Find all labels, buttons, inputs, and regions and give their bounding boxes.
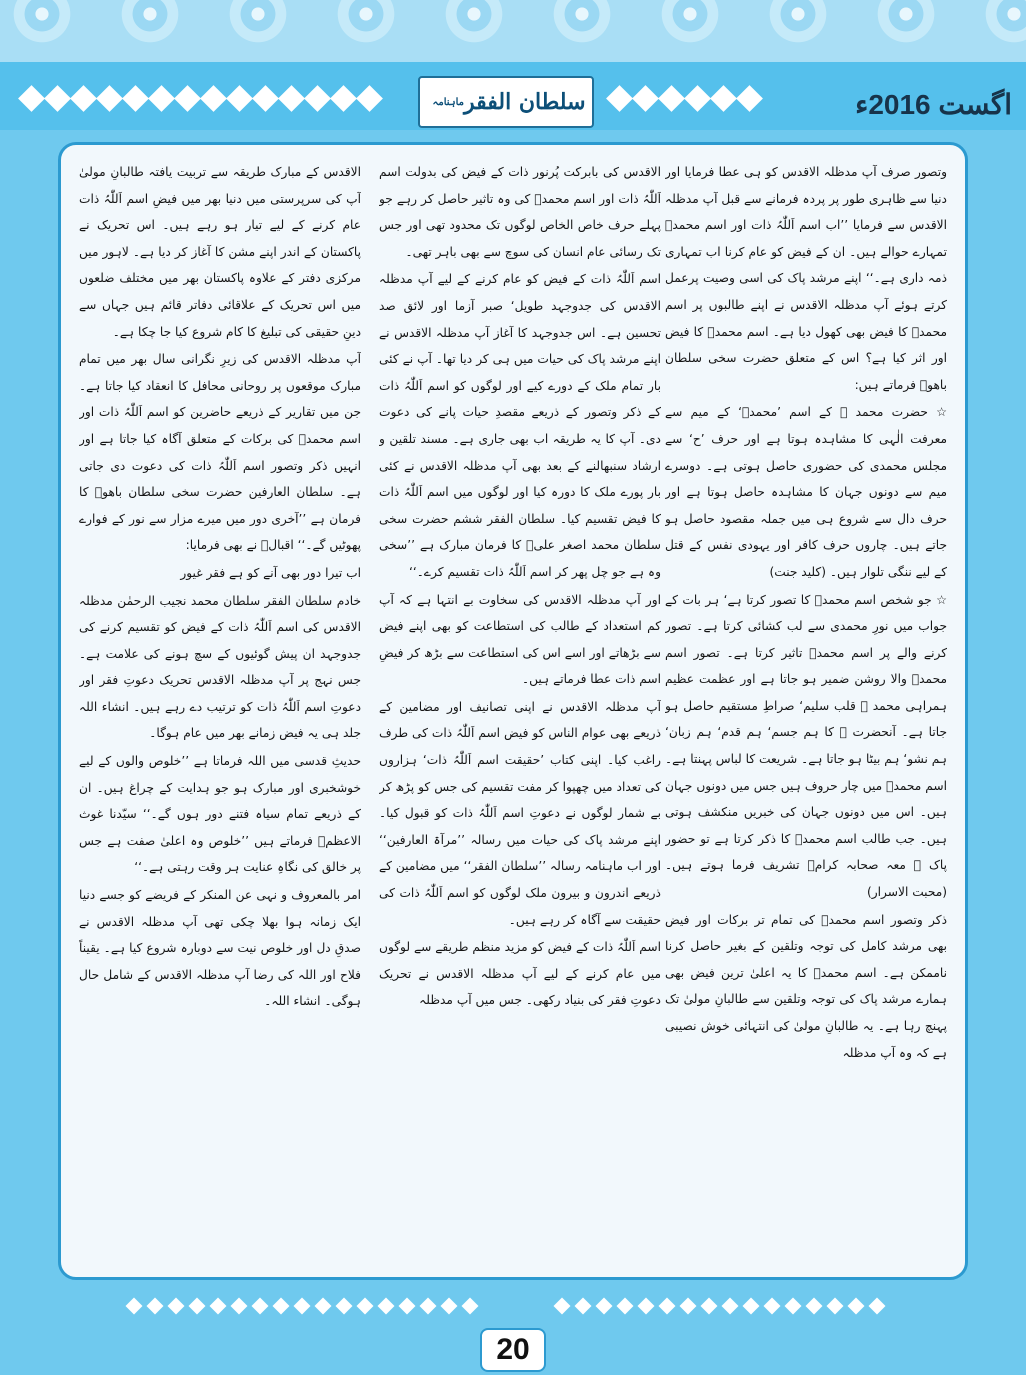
flower-decoration — [442, 0, 506, 46]
logo-subtitle: ماہنامہ — [432, 96, 465, 108]
paragraph: حدیثِ قدسی میں اللہ فرماتا ہے ’’خلوص والوں کے لیے خوشخبری اور مبارک ہو جو ہدایت کے چراغ ہیں۔ ان کے ذریعے تمام سیاہ فتنے دور ہوں گے۔‘‘ سیّدنا غوث الاعظمؓ فرماتے ہیں ’’خلوص وہ اعلیٰ صفت ہے جس پر خالق کی نگاہِ عنایت ہر وقت رہتی ہے۔‘‘ — [79, 754, 361, 875]
paragraph: آپ مدظلہ الاقدس نے اپنی تصانیف اور مضامین کے ذریعے بھی عوام الناس کو فیض اسم اَللّٰہُ ذات کی طرف راغب کیا۔ اپنی کتاب ’حقیقت اسم اَللّٰہُ ذات‘ ہزاروں کی تعداد میں چھپوا کر مفت تقسیم کی جس کو پڑھ کر بے شمار لوگوں نے دعوتِ اسم اَللّٰہُ ذات کو قبول کیا۔ اپنے مرشد پاک کی حیات میں رسالہ ’’مرآۃ العارفین‘‘ اور اب ماہنامہ رسالہ ’’سلطان الفقر‘‘ میں مضامین کے ذریعے اندرون و بیرون ملک لوگوں کو اسم اَللّٰہُ ذات کی حقیقت سے آگاہ کر رہے ہیں۔ — [379, 699, 661, 927]
header-diamonds-left — [22, 86, 379, 112]
magazine-logo — [418, 76, 594, 128]
paragraph: الاقدس کے مبارک طریقہ سے تربیت یافتہ طالبانِ مولیٰ آپ کی سرپرستی میں دنیا بھر میں فیضِ اسم اَللّٰہُ ذات عام کرنے کے لیے تیار ہو رہے ہیں۔ اس تحریک نے پاکستان کے اندر اپنے مشن کا آغاز کر دیا ہے۔ لاہور میں مرکزی دفتر کے علاوہ پاکستان بھر میں مختلف ضلعوں میں اس تحریک کے علاقائی دفاتر قائم ہیں جہاں سے دینِ حقیقی کی تبلیغ کا کام شروع کیا جا چکا ہے۔ — [79, 165, 361, 339]
flower-decoration — [874, 0, 938, 46]
text-column-left — [79, 159, 361, 1263]
flower-decoration — [118, 0, 182, 46]
page-number: 20 — [480, 1328, 546, 1372]
poetry-line: اب تیرا دور بھی آنے کو ہے فقر غیور — [180, 565, 361, 580]
flower-decoration — [334, 0, 398, 46]
footer-diamonds-left — [128, 1296, 476, 1316]
header-diamonds-right — [610, 86, 759, 112]
flower-decoration — [658, 0, 722, 46]
logo-title: سلطان الفقر — [464, 89, 586, 115]
paragraph: اور آپ مدظلہ الاقدس کی سخاوت بے انتہا ہے کہ آپ کم استعداد کے طالب کی استطاعت کو بھی اپنے فیض سے بڑھاتے اور اسے اس کی استطاعت سے بڑھ کر فیضِ اسم ذات عطا فرماتے ہیں۔ — [379, 592, 661, 687]
paragraph: الاقدس کی بابرکت پُرنور ذات کے فیض کی بدولت اسم اَللّٰہُ ذات اور اسم محمدؐ کی وہ تاثیر حاصل کر رہے جو پہلے حرف خاص الخاص لوگوں تک محدود تھی اور جس تک رسائی عام انسان کی سوچ سے بھی باہر تھی۔ — [379, 165, 661, 259]
paragraph: امر بالمعروف و نہی عن المنکر کے فریضے کو جسے دنیا ایک زمانہ ہوا بھلا چکی تھی آپ مدظلہ الاقدس نے صدقِ دل اور خلوص نیت سے دوبارہ شروع کیا ہے۔ یقیناً فلاح اور اللہ کی رضا آپ مدظلہ الاقدس کے شامل حال ہوگی۔ انشاء اللہ۔ — [79, 888, 361, 1009]
paragraph: اسم اَللّٰہُ ذات کے فیض کو عام کرنے کے لیے آپ مدظلہ الاقدس کی جدوجہد طویل‘ صبر آزما اور لائق صد تحسین ہے۔ اس جدوجہد کا آغاز آپ مدظلہ الاقدس نے اپنے مرشد پاک کی حیات میں ہی کر دیا تھا۔ آپ نے کئی بار تمام ملک کے دورے کیے اور لوگوں کو اسم اَللّٰہُ ذات کے ذکر وتصور کے ذریعے مقصدِ حیات پانے کی دعوت دی۔ آپ کا یہ طریقہ اب بھی جاری ہے۔ مسند تلقین و ارشاد سنبھالنے کے بعد بھی آپ مدظلہ الاقدس نے کئی بار پورے ملک کا دورہ کیا اور لوگوں میں اسم اَللّٰہُ ذات کا فیض تقسیم کیا۔ سلطان الفقر ششم حضرت سخی سلطان محمد اصغر علیؒ کا فرمان مبارک ہے ’’سخی وہ ہے جو چل پھر کر اسم اَللّٰہُ ذات تقسیم کرے۔‘‘ — [379, 272, 661, 579]
paragraph: آپ مدظلہ الاقدس کی زیرِ نگرانی سال بھر میں تمام مبارک موقعوں پر روحانی محافل کا انعقاد کیا جاتا ہے۔ جن میں تقاریر کے ذریعے حاضرین کو اسم اَللّٰہُ ذات اور اسم محمدؐ کی برکات کے متعلق آگاہ کیا جاتا ہے اور انہیں ذکر وتصور اسم اَللّٰہُ ذات کی دعوت دی جاتی ہے۔ سلطان العارفین حضرت سخی سلطان باھوؒ کا فرمان ہے ’’آخری دور میں میرے مزار سے نور کے فوارے پھوٹیں گے۔‘‘ اقبالؒ نے بھی فرمایا: — [79, 352, 361, 553]
paragraph: خادم سلطان الفقر سلطان محمد نجیب الرحمٰن مدظلہ الاقدس کی اسم اَللّٰہُ ذات کے فیض کو تقسیم کرنے کی جدوجہد ان پیش گوئیوں کے سچ ہونے کی علامت ہے۔ جس نہج پر آپ مدظلہ الاقدس تحریک دعوتِ فقر اور دعوتِ اسم اَللّٰہُ ذات کو ترتیب دے رہے ہیں۔ انشاء اللہ جلد ہی یہ فیض زمانے بھر میں عام ہوگا۔ — [79, 593, 361, 741]
content-panel — [58, 142, 968, 1280]
paragraph: اسم اَللّٰہُ ذات کے فیض کو مزید منظم طریقے سے لوگوں میں عام کرنے کے لیے آپ مدظلہ الاقدس نے تحریک دعوتِ فقر کی بنیاد رکھی۔ جس میں آپ مدظلہ — [379, 940, 661, 1008]
flower-decoration — [982, 0, 1026, 46]
decorative-flower-band — [0, 0, 1026, 62]
flower-decoration — [550, 0, 614, 46]
footer-diamonds-right — [556, 1296, 883, 1316]
text-column-right — [665, 159, 947, 1263]
text-column-middle — [379, 159, 661, 1263]
paragraph: ☆ جو شخص اسم محمدؐ کا تصور کرتا ہے‘ ہر بات کے جواب میں نورِ محمدی سے لب کشائی کرتا ہے۔ تصور کرنے والے پر اسم محمدؐ تاثیر کرتا ہے۔ تصور اسم محمدؐ والا روشن ضمیر ہو جاتا ہے اور عظمت عظیم ہمراہی محمد ﷺ قلب سلیم‘ صراطِ مستقیم حاصل ہو جاتا ہے۔ آنحضرت ﷺ کا ہم جسم‘ ہم قدم‘ ہم زبان‘ ہم نشو‘ ہم بیٹا ہو جاتا ہے۔ شریعت کا لباس پہنتا ہے۔ اسم محمدؐ میں چار حروف ہیں جس میں دونوں جہان ہیں۔ اس میں دونوں جہان کی خبریں منکشف ہوتی ہیں۔ جب طالب اسم محمدؐ کا ذکر کرتا ہے تو حضور پاک ﷺ معہ صحابہ کرامؓ تشریف فرما ہوتے ہیں۔ (محبت الاسرار) — [665, 592, 947, 900]
issue-date: اگست 2016ء — [855, 89, 1012, 120]
paragraph: وتصور صرف آپ مدظلہ الاقدس کو ہی عطا فرمایا اور دنیا سے ظاہری طور پر پردہ فرمانے سے قبل آپ مدظلہ الاقدس سے فرمایا ’’اب اسم اَللّٰہُ ذات اور اسم محمدؐ تمہارے حوالے ہیں۔ ان کے فیض کو عام کرنا اب تمہاری ذمہ داری ہے۔‘‘ اپنے مرشد پاک کی اسی وصیت پرعمل کرتے ہوئے آپ مدظلہ الاقدس نے اپنے طالبوں پر اسم محمدؐ کا فیض بھی کھول دیا ہے۔ اسم محمدؐ کا فیض اور اثر کیا ہے؟ اس کے متعلق حضرت سخی سلطان باھوؒ فرماتے ہیں: — [665, 165, 947, 392]
flower-decoration — [10, 0, 74, 46]
paragraph: ☆ حضرت محمد ﷺ کے اسم ’محمدؐ‘ کے میم سے معرفت الٰہی کا مشاہدہ ہوتا ہے اور حرف ’ح‘ سے مجلس محمدی کی حضوری حاصل ہوتی ہے۔ دوسرے میم سے دونوں جہان کا مشاہدہ حاصل ہوتا ہے اور حرف دال سے شروع ہی میں جملہ مقصود حاصل ہو جاتے ہیں۔ چاروں حرف کافر اور یہودی نفس کے قتل کے لیے ننگی تلوار ہیں۔ (کلید جنت) — [665, 405, 947, 579]
flower-decoration — [226, 0, 290, 46]
paragraph: ذکر وتصور اسم محمدؐ کی تمام تر برکات اور فیض بھی مرشد کامل کی توجہ وتلقین کے بغیر حاصل کرنا ناممکن ہے۔ اسم محمدؐ کا یہ اعلیٰ ترین فیض بھی ہمارے مرشد پاک کی توجہ وتلقین سے طالبانِ مولیٰ تک پہنچ رہا ہے۔ یہ طالبانِ مولیٰ کی انتہائی خوش نصیبی ہے کہ وہ آپ مدظلہ — [665, 912, 947, 1060]
flower-decoration — [766, 0, 830, 46]
